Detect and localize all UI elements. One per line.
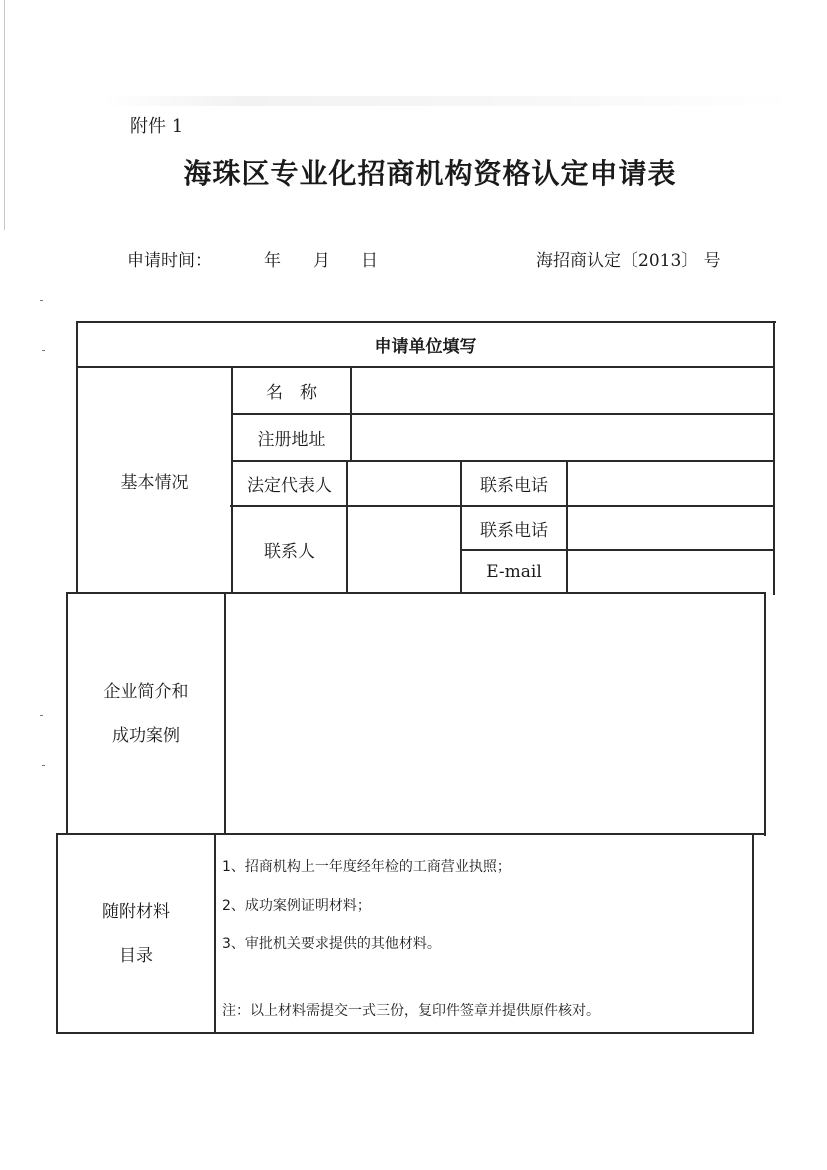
legal-rep-label: 法定代表人: [247, 476, 332, 496]
intro-label-line2: 成功案例: [112, 725, 180, 746]
intro-label: [68, 594, 224, 833]
address-value[interactable]: [352, 415, 773, 460]
contact-value[interactable]: [348, 507, 460, 592]
phone-label-2: 联系电话: [480, 520, 548, 541]
year-label: 年: [264, 251, 281, 271]
attachment-item-1: 1、招商机构上一年度经年检的工商营业执照；: [222, 859, 511, 875]
month-label: 月: [313, 251, 330, 271]
name-label: 名 称: [266, 383, 317, 403]
form-title: 海珠区专业化招商机构资格认定申请表: [183, 157, 677, 190]
col-rule-attachments: [214, 833, 216, 1033]
contact-label: 联系人: [264, 542, 315, 562]
table-border-right-lower: [752, 835, 754, 1034]
legal-rep-value[interactable]: [348, 462, 460, 505]
table-border-right-middle: [764, 594, 766, 836]
day-label: 日: [361, 251, 378, 271]
attachments-note: 注：以上材料需提交一式三份，复印件签章并提供原件核对。: [222, 1003, 600, 1019]
name-value[interactable]: [352, 368, 773, 413]
phone-value-1[interactable]: [568, 462, 773, 505]
basic-info-label: 基本情况: [120, 472, 189, 493]
attachment-item-2: 2、成功案例证明材料；: [222, 898, 371, 914]
attachment-label: 附件 1: [130, 116, 184, 137]
date-label: 申请时间：: [127, 251, 212, 271]
intro-content-area[interactable]: [226, 594, 764, 833]
table-border-right-upper: [773, 321, 775, 595]
email-label: E-mail: [486, 561, 542, 582]
phone-value-2[interactable]: [568, 507, 773, 549]
phone-label-1: 联系电话: [480, 476, 548, 496]
intro-label-line1: 企业简介和: [103, 681, 189, 702]
address-label: 注册地址: [257, 430, 326, 450]
attachments-label-line1: 随附材料: [102, 901, 170, 922]
document-number: 海招商认定〔2013〕 号: [536, 251, 721, 271]
attachments-label-line2: 目录: [119, 945, 153, 966]
attachment-item-3: 3、审批机关要求提供的其他材料。: [222, 936, 441, 952]
email-value[interactable]: [568, 551, 773, 592]
attachments-label: [58, 835, 214, 1032]
table-border-bottom: [56, 1032, 754, 1034]
section-header: 申请单位填写: [374, 337, 477, 357]
